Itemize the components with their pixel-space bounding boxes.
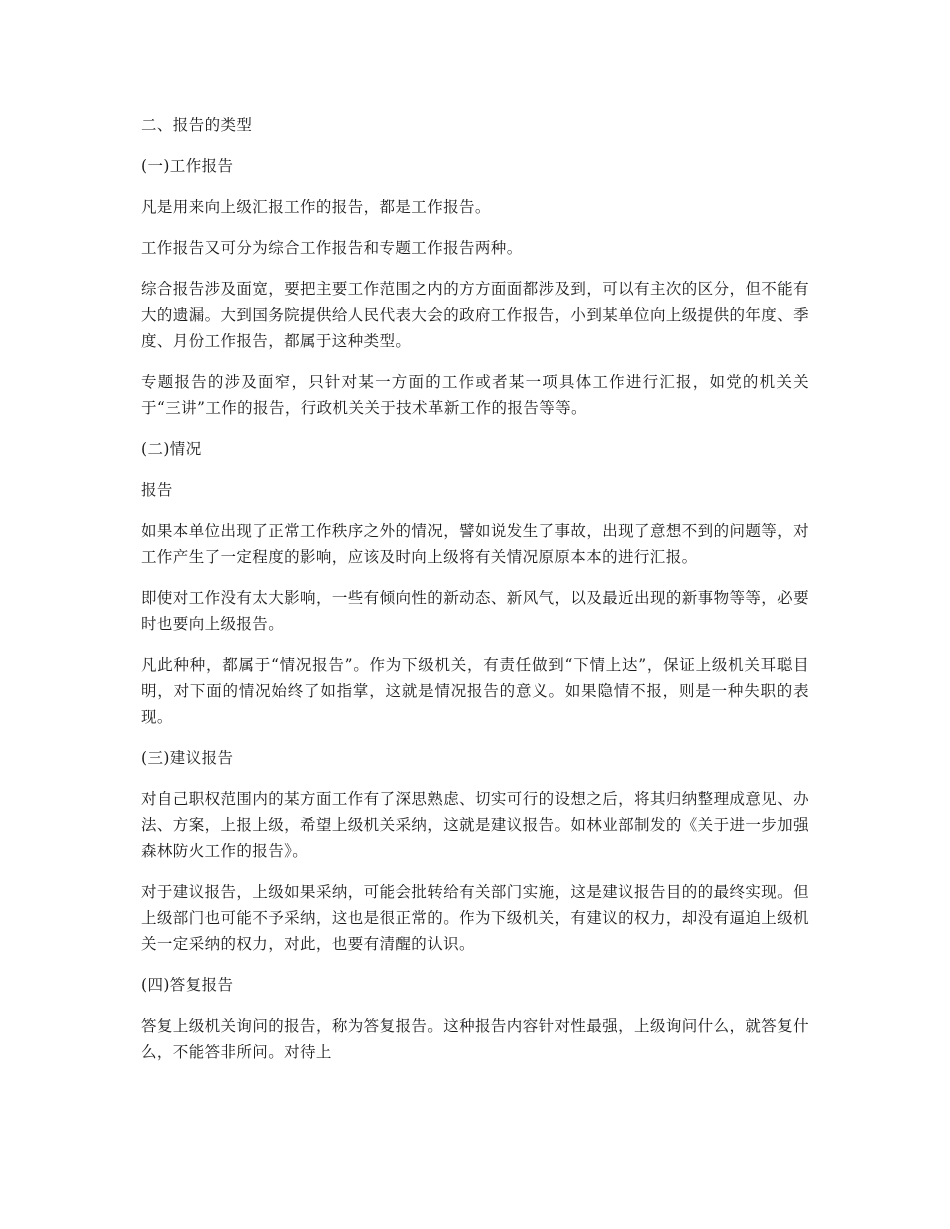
paragraph: 对于建议报告，上级如果采纳，可能会批转给有关部门实施，这是建议报告目的的最终实现。但上级部门也可能不予采纳，这也是很正常的。作为下级机关，有建议的权力，却没有逼迫上级机关一定采纳的权力，对此，也要有清醒的认识。 xyxy=(141,883,809,953)
paragraph: 综合报告涉及面宽，要把主要工作范围之内的方方面面都涉及到，可以有主次的区分，但不能有大的遗漏。大到国务院提供给人民代表大会的政府工作报告，小到某单位向上级提供的年度、季度、月份工作报告，都属于这种类型。 xyxy=(141,280,809,350)
paragraph: 凡是用来向上级汇报工作的报告，都是工作报告。 xyxy=(141,198,491,216)
paragraph: 工作报告又可分为综合工作报告和专题工作报告两种。 xyxy=(141,239,523,257)
paragraph: 如果本单位出现了正常工作秩序之外的情况，譬如说发生了事故，出现了意想不到的问题等，对工作产生了一定程度的影响，应该及时向上级将有关情况原原本本的进行汇报。 xyxy=(141,522,809,566)
paragraph: 专题报告的涉及面窄，只针对某一方面的工作或者某一项具体工作进行汇报，如党的机关关于“三讲”工作的报告，行政机关关于技术革新工作的报告等等。 xyxy=(141,373,809,417)
paragraph: 报告 xyxy=(141,481,173,499)
paragraph: 凡此种种，都属于“情况报告”。作为下级机关，有责任做到“下情上达”，保证上级机关耳聪目明，对下面的情况始终了如指掌，这就是情况报告的意义。如果隐情不报，则是一种失职的表现。 xyxy=(141,656,809,726)
subsection-heading-suggestion-report: (三)建议报告 xyxy=(141,749,234,767)
paragraph: 对自己职权范围内的某方面工作有了深思熟虑、切实可行的设想之后，将其归纳整理成意见、办法、方案，上报上级，希望上级机关采纳，这就是建议报告。如林业部制发的《关于进一步加强森林防火工作的报告》。 xyxy=(141,790,809,860)
section-heading: 二、报告的类型 xyxy=(141,116,253,134)
subsection-heading-reply-report: (四)答复报告 xyxy=(141,976,234,994)
paragraph: 即使对工作没有太大影响，一些有倾向性的新动态、新风气，以及最近出现的新事物等等，必要时也要向上级报告。 xyxy=(141,589,809,633)
paragraph: 答复上级机关询问的报告，称为答复报告。这种报告内容针对性最强，上级询问什么，就答复什么，不能答非所问。对待上 xyxy=(141,1017,809,1061)
subsection-heading-work-report: (一)工作报告 xyxy=(141,157,234,175)
subsection-heading-situation: (二)情况 xyxy=(141,440,202,458)
document-page xyxy=(141,112,809,1080)
